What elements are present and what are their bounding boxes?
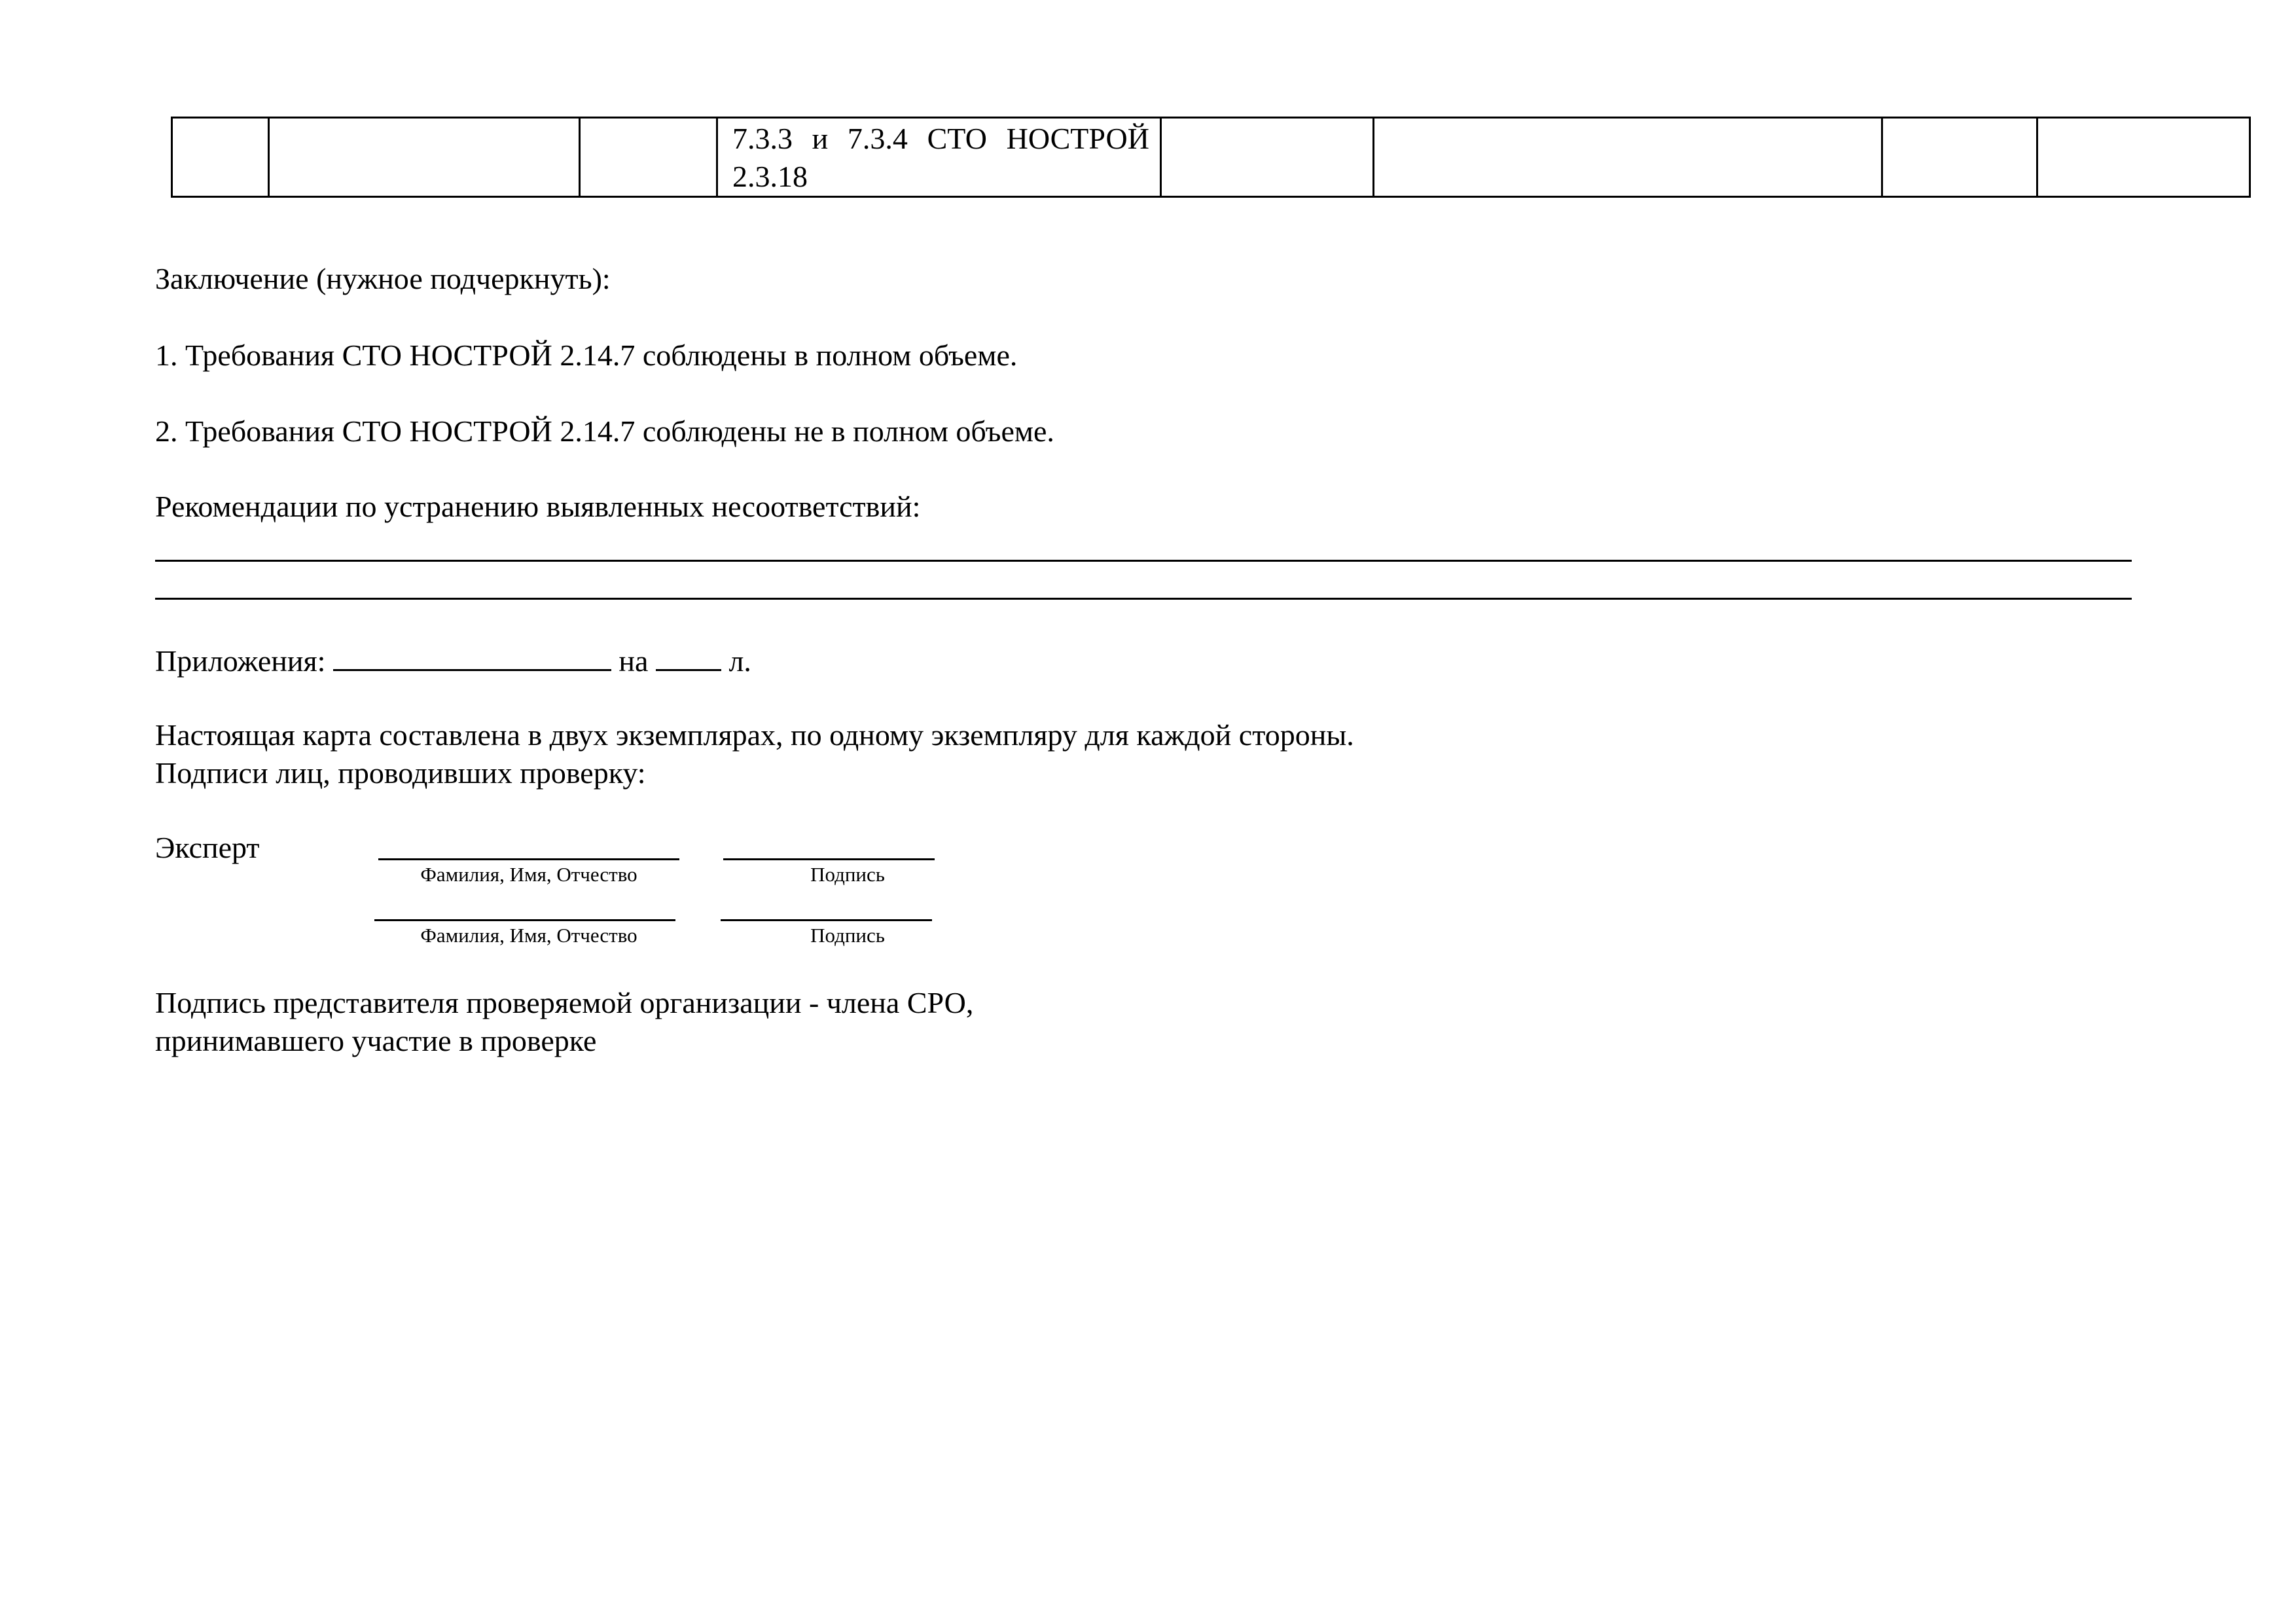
expert-1-fio-line: [378, 858, 679, 860]
expert-1-signature-line: [723, 858, 935, 860]
signatures-heading: Подписи лиц, проводивших проверку:: [155, 756, 646, 790]
conclusion-heading: Заключение (нужное подчеркнуть):: [155, 262, 611, 295]
table-cell: [580, 118, 717, 197]
requirement-reference-line1: 7.3.3 и 7.3.4 СТО НОСТРОЙ: [732, 122, 1149, 155]
representative-signature-line-2: принимавшего участие в проверке: [155, 1024, 597, 1057]
copies-statement: Настоящая карта составлена в двух экземплярах, по одному экземпляру для каждой стороны.: [155, 718, 1354, 752]
attachments-label: Приложения:: [155, 644, 326, 678]
attachments-name-blank: [333, 640, 611, 671]
recommendations-blank-line-1: [155, 560, 2132, 562]
expert-label: Эксперт: [155, 831, 260, 864]
attachments-line: [155, 640, 751, 680]
expert-2-signature-line: [721, 919, 932, 921]
conclusion-option-1: 1. Требования СТО НОСТРОЙ 2.14.7 соблюдены в полном объеме.: [155, 338, 1018, 372]
expert-2-signature-caption: Подпись: [810, 924, 885, 947]
table-cell: [1882, 118, 2037, 197]
attachments-sheets-blank: [656, 640, 721, 671]
table-cell: [1374, 118, 1882, 197]
representative-signature-line-1: Подпись представителя проверяемой организации - члена СРО,: [155, 986, 974, 1019]
recommendations-label: Рекомендации по устранению выявленных несоответствий:: [155, 490, 921, 523]
table-cell: [269, 118, 580, 197]
checklist-table: [171, 117, 2251, 198]
table-cell: [2037, 118, 2250, 197]
expert-1-signature-caption: Подпись: [810, 863, 885, 886]
conclusion-option-2: 2. Требования СТО НОСТРОЙ 2.14.7 соблюдены не в полном объеме.: [155, 414, 1054, 448]
expert-1-fio-caption: Фамилия, Имя, Отчество: [420, 863, 637, 886]
requirement-reference-line2: 2.3.18: [732, 160, 808, 193]
attachments-sheets-unit: л.: [728, 644, 751, 678]
table-row: [172, 118, 2250, 197]
recommendations-blank-line-2: [155, 598, 2132, 600]
expert-2-fio-line: [374, 919, 675, 921]
table-cell: [1161, 118, 1374, 197]
attachments-on: на: [619, 644, 649, 678]
table-cell-requirement-reference: [717, 118, 1161, 197]
expert-2-fio-caption: Фамилия, Имя, Отчество: [420, 924, 637, 947]
table-cell: [172, 118, 269, 197]
